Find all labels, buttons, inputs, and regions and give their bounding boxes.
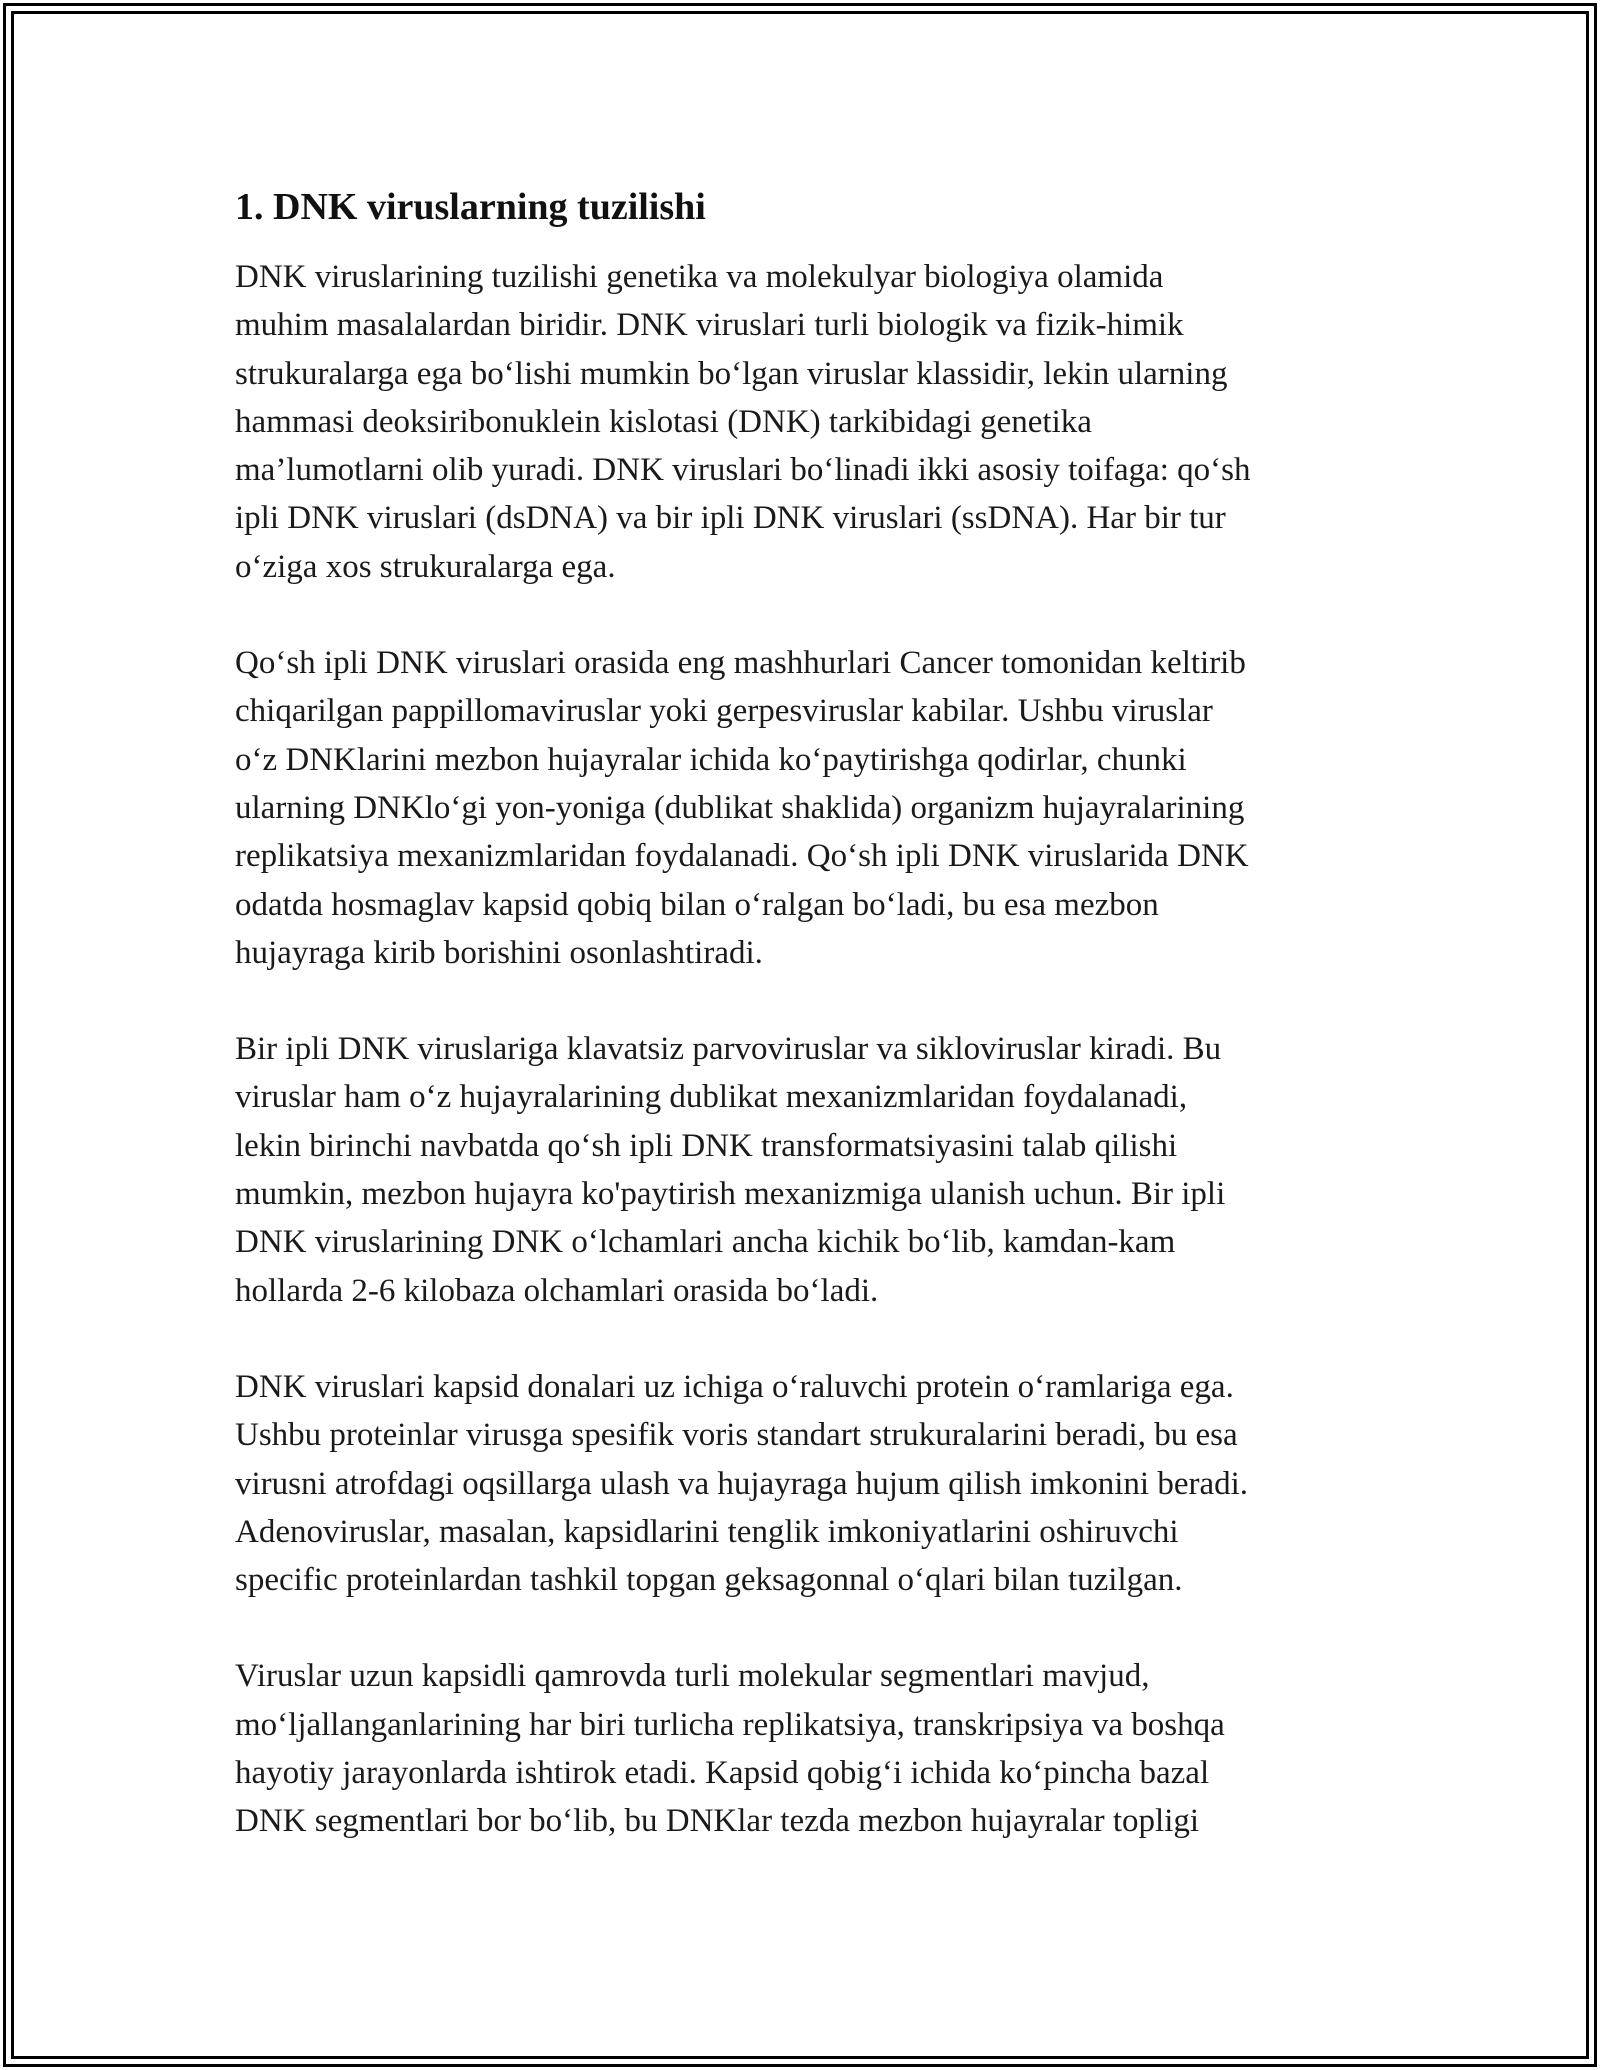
paragraph-2: Qo‘sh ipli DNK viruslari orasida eng mashhurlari Cancer tomonidan keltirib chiqarilgan pappillomaviruslar yoki gerpesviruslar kabilar. Ushbu viruslar o‘z DNKlarini mezbon hujayralar ichida ko‘paytirishga qodirlar, chunki ularning DNKlo‘gi yon-yoniga (dublikat shaklida) organizm hujayralarining replikatsiya mexanizmlaridan foydalanadi. Qo‘sh ipli DNK viruslarida DNK odatda hosmaglav kapsid qobiq bilan o‘ralgan bo‘ladi, bu esa mezbon hujayraga kirib borishini osonlashtiradi.: [235, 645, 1249, 971]
section-heading: 1. DNK viruslarning tuzilishi: [235, 186, 706, 228]
paragraph-1: DNK viruslarining tuzilishi genetika va molekulyar biologiya olamida muhim masalalardan biridir. DNK viruslari turli biologik va fizik-himik strukuralarga ega bo‘lishi mumkin bo‘lgan viruslar klassidir, lekin ularning hammasi deoksiribonuklein kislotasi (DNK) tarkibidagi genetika ma’lumotlarni olib yuradi. DNK viruslari bo‘linadi ikki asosiy toifaga: qo‘sh ipli DNK viruslari (dsDNA) va bir ipli DNK viruslari (ssDNA). Har bir tur o‘ziga xos strukuralarga ega.: [235, 259, 1251, 585]
document-body: [235, 183, 1385, 1894]
paragraph-4: DNK viruslari kapsid donalari uz ichiga o‘raluvchi protein o‘ramlariga ega. Ushbu proteinlar virusga spesifik voris standart strukuralarini beradi, bu esa virusni atrofdagi oqsillarga ulash va hujayraga hujum qilish imkonini beradi. Adenoviruslar, masalan, kapsidlarini tenglik imkoniyatlarini oshiruvchi specific proteinlardan tashkil topgan geksagonnal o‘qlari bilan tuzilgan.: [235, 1368, 1249, 1599]
paragraph-3: Bir ipli DNK viruslariga klavatsiz parvoviruslar va sikloviruslar kiradi. Bu viruslar ham o‘z hujayralarining dublikat mexanizmlaridan foydalanadi, lekin birinchi navbatda qo‘sh ipli DNK transformatsiyasini talab qilishi mumkin, mezbon hujayra ko'paytirish mexanizmiga ulanish uchun. Bir ipli DNK viruslarining DNK o‘lchamlari ancha kichik bo‘lib, kamdan-kam hollarda 2-6 kilobaza olchamlari orasida bo‘ladi.: [235, 1031, 1226, 1309]
paragraph-5: Viruslar uzun kapsidli qamrovda turli molekular segmentlari mavjud, mo‘ljallanganlarining har biri turlicha replikatsiya, transkripsiya va boshqa hayotiy jarayonlarda ishtirok etadi. Kapsid qobig‘i ichida ko‘pincha bazal DNK segmentlari bor bo‘lib, bu DNKlar tezda mezbon hujayralar topligi: [235, 1658, 1225, 1840]
